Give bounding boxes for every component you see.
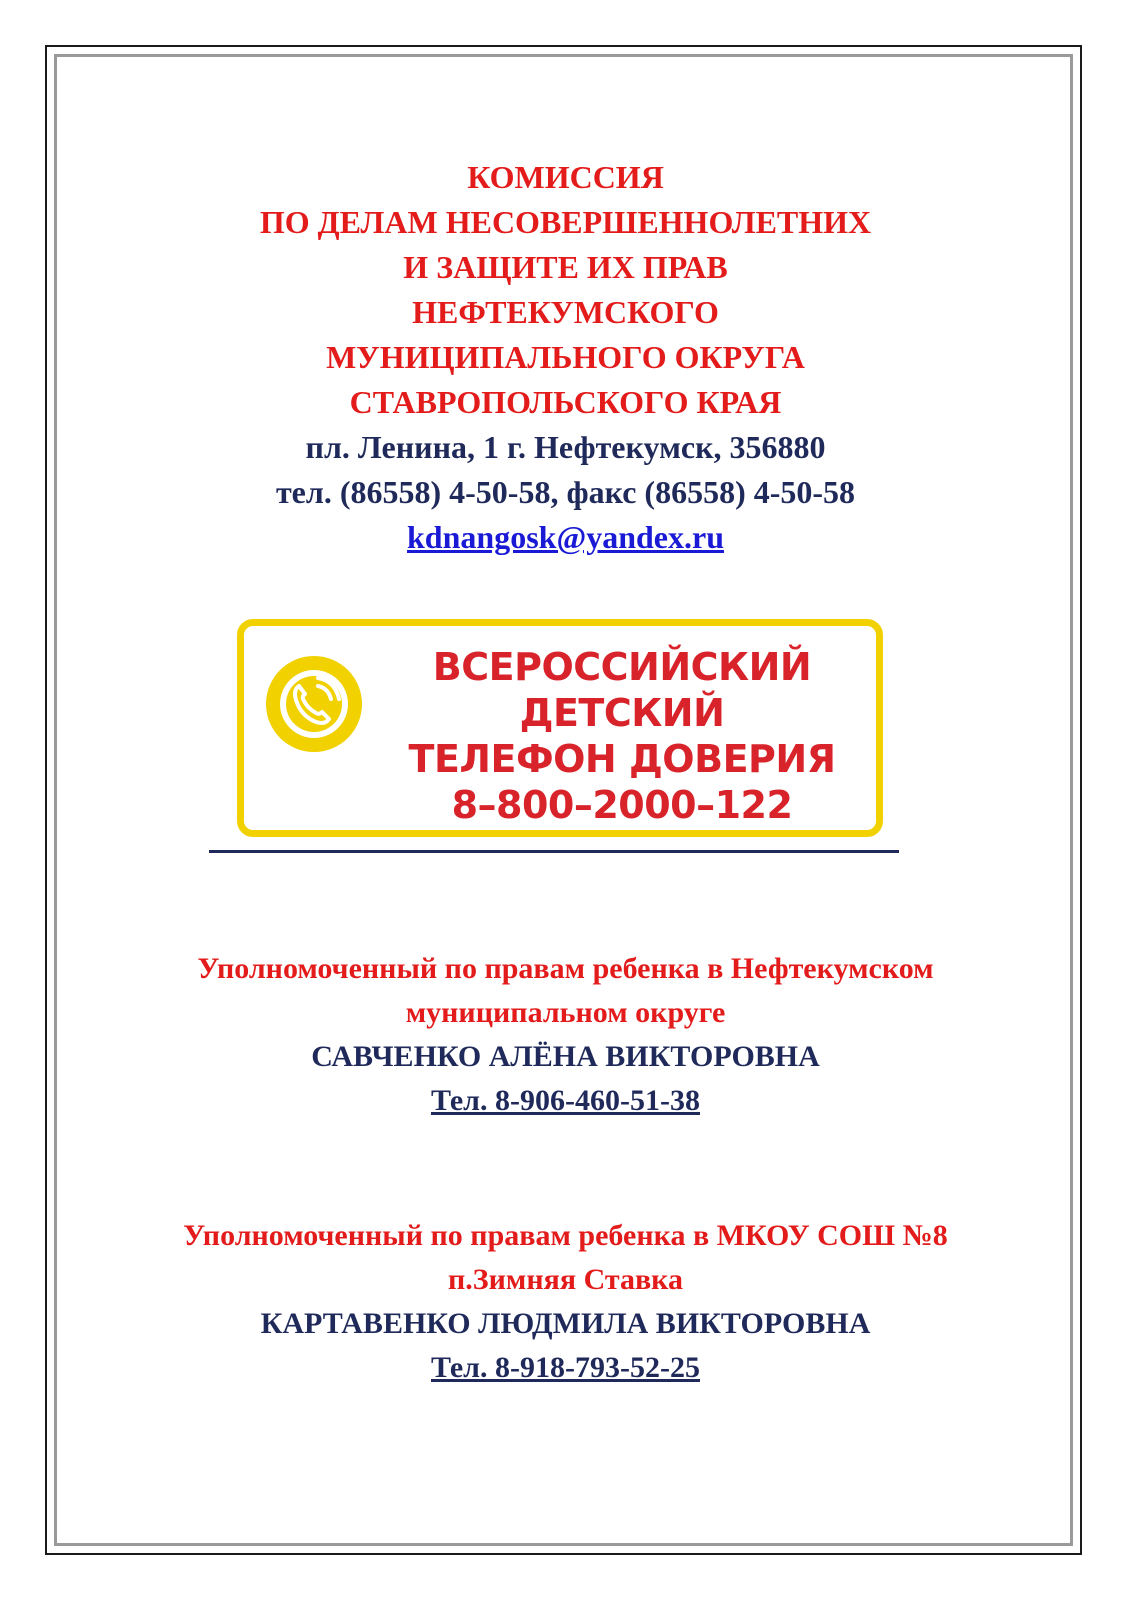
commission-title-line: СТАВРОПОЛЬСКОГО КРАЯ xyxy=(349,384,782,420)
section-divider xyxy=(209,850,899,853)
phone-icon xyxy=(266,656,362,752)
helpline-line: ВСЕРОССИЙСКИЙ xyxy=(432,645,812,689)
child-helpline-banner xyxy=(237,619,883,837)
ombudsman-block xyxy=(60,947,1071,1123)
ombudsman-role: Уполномоченный по правам ребенка в МКОУ СОШ №8 xyxy=(183,1219,948,1252)
commission-title-line: МУНИЦИПАЛЬНОГО ОКРУГА xyxy=(326,339,805,375)
commission-email-link[interactable]: kdnangosk@yandex.ru xyxy=(407,519,724,555)
commission-title-line: ПО ДЕЛАМ НЕСОВЕРШЕННОЛЕТНИХ xyxy=(259,204,872,240)
helpline-line: ДЕТСКИЙ xyxy=(519,691,725,735)
commission-title-line: НЕФТЕКУМСКОГО xyxy=(412,294,719,330)
ombudsman-phone: Тел. 8-918-793-52-25 xyxy=(431,1351,700,1384)
ombudsman-block xyxy=(60,1214,1071,1390)
helpline-line: ТЕЛЕФОН ДОВЕРИЯ xyxy=(408,737,836,781)
commission-phone-fax: тел. (86558) 4-50-58, факс (86558) 4-50-58 xyxy=(275,474,856,510)
ombudsman-role: п.Зимняя Ставка xyxy=(448,1263,683,1296)
commission-header xyxy=(60,155,1071,560)
helpline-text xyxy=(362,644,882,828)
commission-title-line: КОМИССИЯ xyxy=(467,159,664,195)
ombudsman-role: муниципальном округе xyxy=(405,996,726,1029)
commission-title-line: И ЗАЩИТЕ ИХ ПРАВ xyxy=(403,249,728,285)
ombudsman-name: САВЧЕНКО АЛЁНА ВИКТОРОВНА xyxy=(311,1040,820,1073)
ombudsman-phone: Тел. 8-906-460-51-38 xyxy=(431,1084,700,1117)
ombudsman-name: КАРТАВЕНКО ЛЮДМИЛА ВИКТОРОВНА xyxy=(260,1307,871,1340)
helpline-number: 8–800–2000–122 xyxy=(451,783,793,827)
ombudsman-role: Уполномоченный по правам ребенка в Нефтекумском xyxy=(197,952,934,985)
commission-address: пл. Ленина, 1 г. Нефтекумск, 356880 xyxy=(305,429,826,465)
